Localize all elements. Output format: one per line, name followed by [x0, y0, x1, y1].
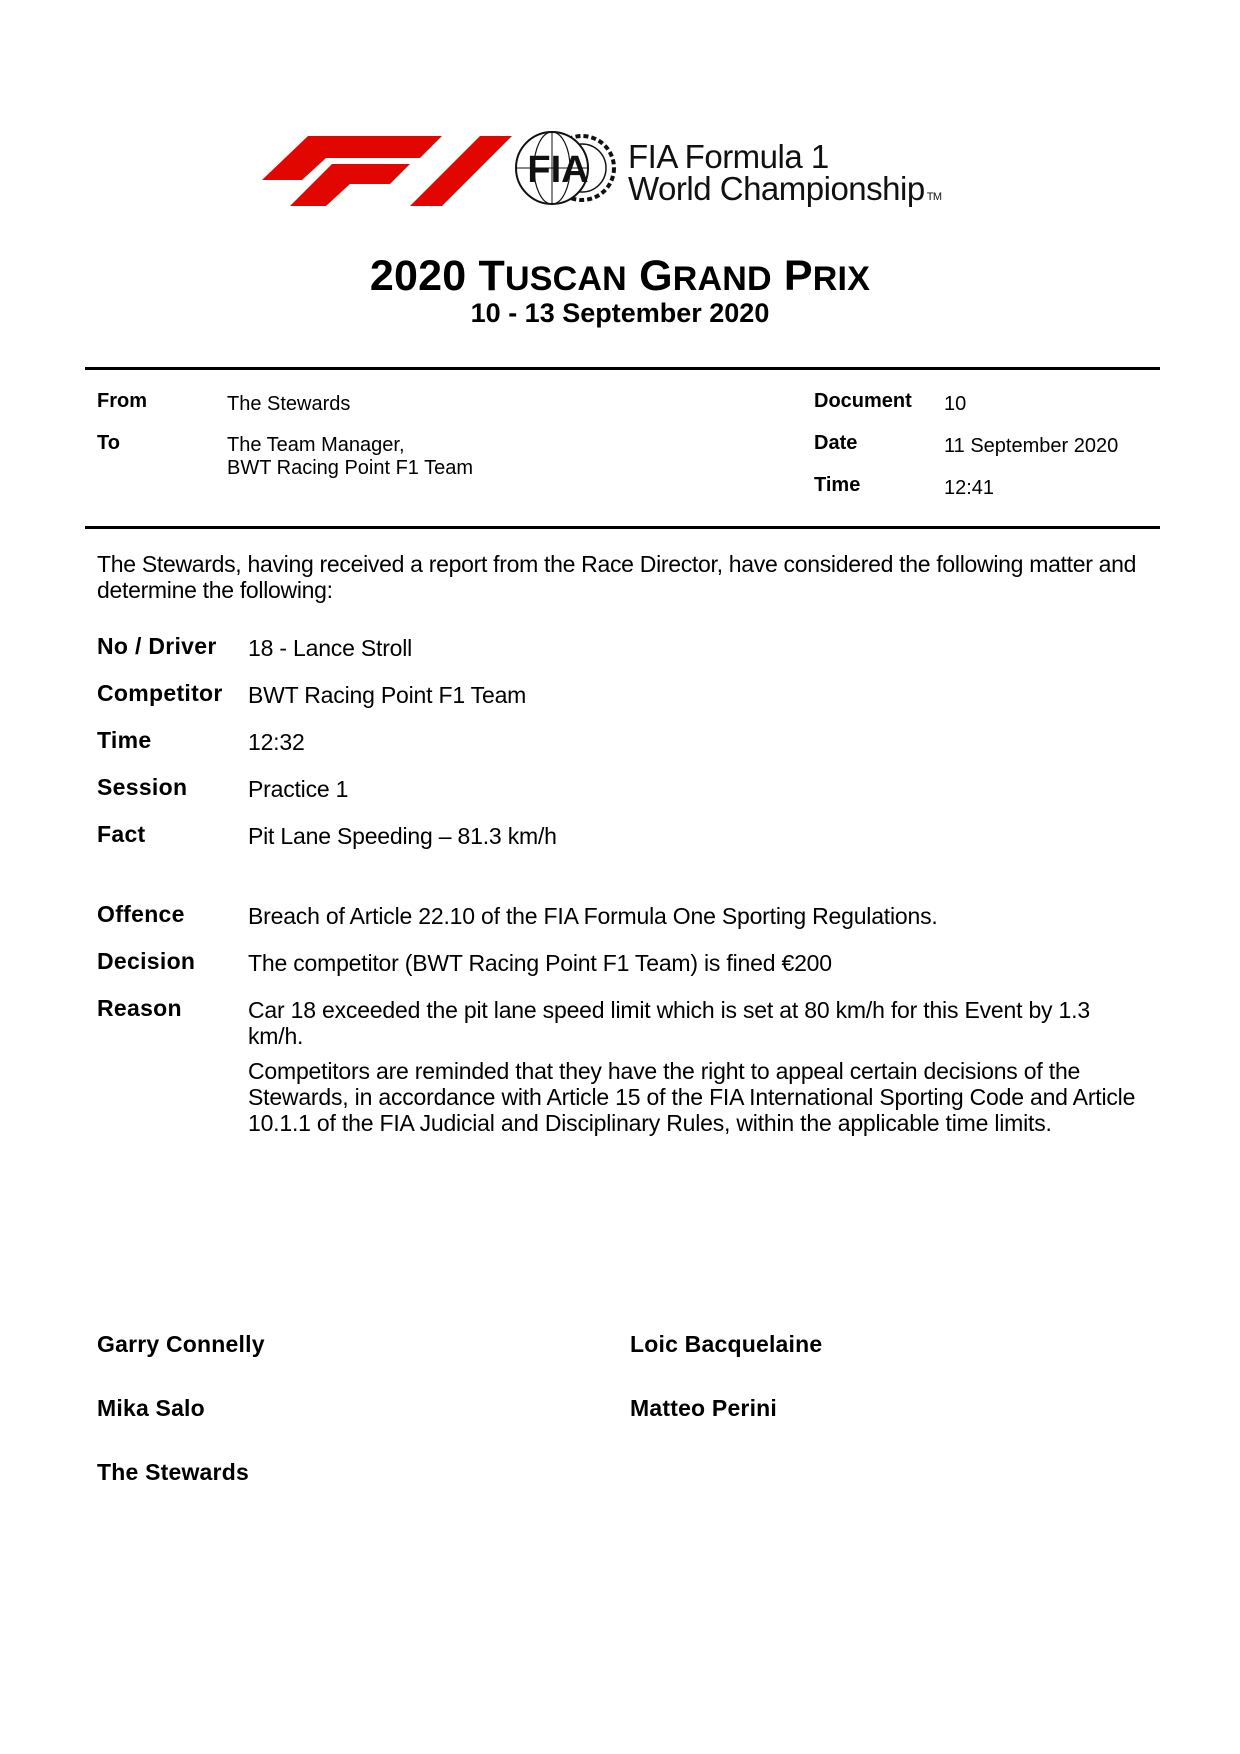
field-label-session: Session — [97, 774, 188, 800]
trademark: TM — [926, 191, 942, 203]
fia-emblem-text: FIA — [527, 149, 589, 191]
signatory-left-1: Garry Connelly — [97, 1331, 265, 1357]
signatory-right-2: Matteo Perini — [630, 1395, 778, 1421]
field-label-fact: Fact — [97, 821, 146, 847]
event-dates: 10 - 13 September 2020 — [470, 298, 770, 328]
field-label-time: Time — [97, 727, 152, 753]
to-value — [227, 434, 473, 480]
field-label-driver: No / Driver — [97, 633, 217, 659]
document-label: Document — [814, 390, 912, 412]
signatory-left-2: Mika Salo — [97, 1395, 205, 1421]
reason-label: Reason — [97, 995, 182, 1021]
event-title-word-1: TUSCAN — [478, 252, 627, 300]
to-value-line-2: BWT Racing Point F1 Team — [227, 457, 474, 479]
f1-logo-icon — [262, 136, 512, 206]
offence-value: Breach of Article 22.10 of the FIA Formula One Sporting Regulations. — [248, 903, 938, 929]
field-value-fact: Pit Lane Speeding – 81.3 km/h — [248, 823, 557, 849]
fia-emblem-icon — [514, 128, 624, 208]
signatories-footer: The Stewards — [97, 1459, 249, 1485]
reason-value: Car 18 exceeded the pit lane speed limit which is set at 80 km/h for this Event by 1.3 km/h. — [248, 997, 1090, 1049]
field-value-competitor: BWT Racing Point F1 Team — [248, 682, 527, 708]
intro-paragraph: The Stewards, having received a report from the Race Director, have considered the following matter and determine the following: — [97, 551, 1137, 603]
field-label-competitor: Competitor — [97, 680, 223, 706]
fia-f1-logo — [262, 128, 1012, 218]
header-divider-top — [85, 367, 1160, 370]
brand-line-2-text: World Championship — [628, 170, 925, 207]
header-divider-bottom — [85, 526, 1160, 529]
brand-line-2 — [628, 170, 942, 208]
time-value: 12:41 — [944, 477, 995, 499]
signatory-right-1: Loic Bacquelaine — [630, 1331, 823, 1357]
offence-label: Offence — [97, 901, 185, 927]
from-label: From — [97, 390, 147, 412]
date-value: 11 September 2020 — [944, 435, 1119, 457]
to-label: To — [97, 432, 120, 454]
decision-value: The competitor (BWT Racing Point F1 Team) is fined €200 — [248, 950, 832, 976]
date-label: Date — [814, 432, 858, 454]
field-value-session: Practice 1 — [248, 776, 349, 802]
decision-label: Decision — [97, 948, 196, 974]
to-value-line-1: The Team Manager, — [227, 434, 405, 456]
appeal-notice: Competitors are reminded that they have the right to appeal certain decisions of the Stewards, in accordance with Article 15 of the FIA International Sporting Code and Article 10.1.1 of the FIA Judicial and Disciplinary Rules, within the applicable time limits. — [248, 1058, 1136, 1136]
event-title-word-2: GRAND — [639, 252, 772, 300]
brand-line-1: FIA Formula 1 — [628, 138, 829, 175]
event-title-word-3: PRIX — [783, 252, 871, 300]
field-value-time: 12:32 — [248, 729, 305, 755]
document-value: 10 — [944, 393, 967, 415]
event-title — [0, 252, 1240, 301]
time-label: Time — [814, 474, 861, 496]
from-value: The Stewards — [227, 393, 351, 415]
event-title-year: 2020 — [369, 252, 467, 300]
field-value-driver: 18 - Lance Stroll — [248, 635, 413, 661]
